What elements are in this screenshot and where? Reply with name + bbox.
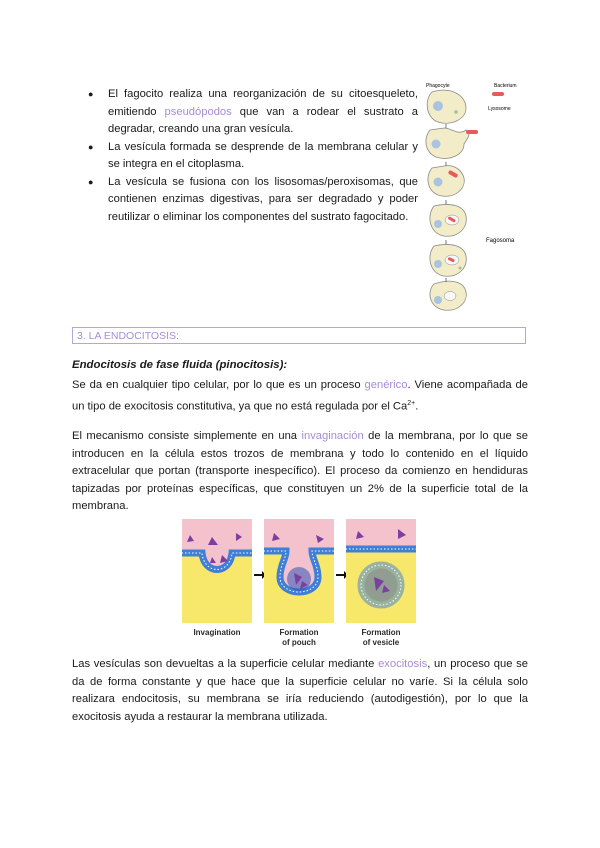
caption-vesicle-line2: of vesicle	[362, 638, 400, 647]
panel-vesicle	[342, 519, 418, 623]
caption-pouch-line2: of pouch	[282, 638, 316, 647]
endocytosis-figure	[178, 515, 418, 655]
label-lysosome: Lysosome	[488, 106, 511, 112]
keyword-generico: genérico	[364, 379, 408, 391]
panel-pouch	[260, 519, 338, 623]
bullet-item: ● La vesícula se fusiona con los lisosomas/peroxisomas, que contienen enzimas digestivas, para ser degradado y poder reutilizar o eliminar los componentes del sustrato fagocitado.	[88, 174, 418, 227]
phagocytosis-stage	[428, 166, 464, 197]
paragraph-mechanism: El mecanismo consiste simplemente en una invaginación de la membrana, por lo que se introducen en la célula estos trozos de membrana y todo lo contenido en el líquido extracelular que portan (transporte inespecífico). El proceso da comienzo en hendiduras tapizadas por proteínas específicas, que constituyen un 2% de la superficie total de la membrana.	[72, 430, 528, 512]
phagocytosis-stage	[430, 204, 466, 236]
bullet-item: ● El fagocito realiza una reorganización de su citoesqueleto, emitiendo pseudópodos que van a rodear el sustrato a degradar, creando una gran vesícula.	[88, 86, 418, 139]
caption-vesicle-line1: Formation	[361, 628, 401, 637]
label-phagosome: Fagosoma	[486, 238, 515, 244]
bullet-list	[88, 86, 418, 226]
caption-invagination: Invagination	[193, 628, 241, 637]
keyword-invaginacion: invaginación	[301, 430, 364, 442]
label-bacterium: Bacterium	[494, 83, 517, 89]
paragraph-pinocytosis: Se da en cualquier tipo celular, por lo que es un proceso genérico. Viene acompañada de un tipo de exocitosis constitutiva, ya que no está regulada por el $Ca^{2+}$.	[72, 379, 528, 413]
phagocytosis-stage	[430, 244, 466, 276]
keyword-exocitosis: exocitosis	[378, 658, 428, 670]
subheading: Endocitosis de fase fluida (pinocitosis):	[72, 359, 288, 371]
panel-invagination	[178, 519, 252, 623]
section-header: 3. LA ENDOCITOSIS:	[72, 327, 526, 344]
bullet-item: ● La vesícula formada se desprende de la membrana celular y se integra en el citoplasma.	[88, 139, 418, 174]
paragraph-exocytosis: Las vesículas son devueltas a la superficie celular mediante exocitosis, un proceso que se da de forma constante y que hace que la superficie celular no varíe. Si la célula solo realizara endocitosis, su membrana se iría reduciendo (autodigestión), por lo que la exocitosis ayuda a restaurar la membrana utilizada.	[72, 658, 528, 723]
phagocytosis-stage	[426, 128, 478, 158]
label-phagocyte: Phagocyte	[426, 83, 450, 89]
phagocytosis-stage	[430, 281, 466, 310]
caption-pouch-line1: Formation	[279, 628, 319, 637]
keyword-pseudopodos: pseudópodos	[164, 105, 232, 118]
phagocytosis-figure	[422, 78, 532, 314]
